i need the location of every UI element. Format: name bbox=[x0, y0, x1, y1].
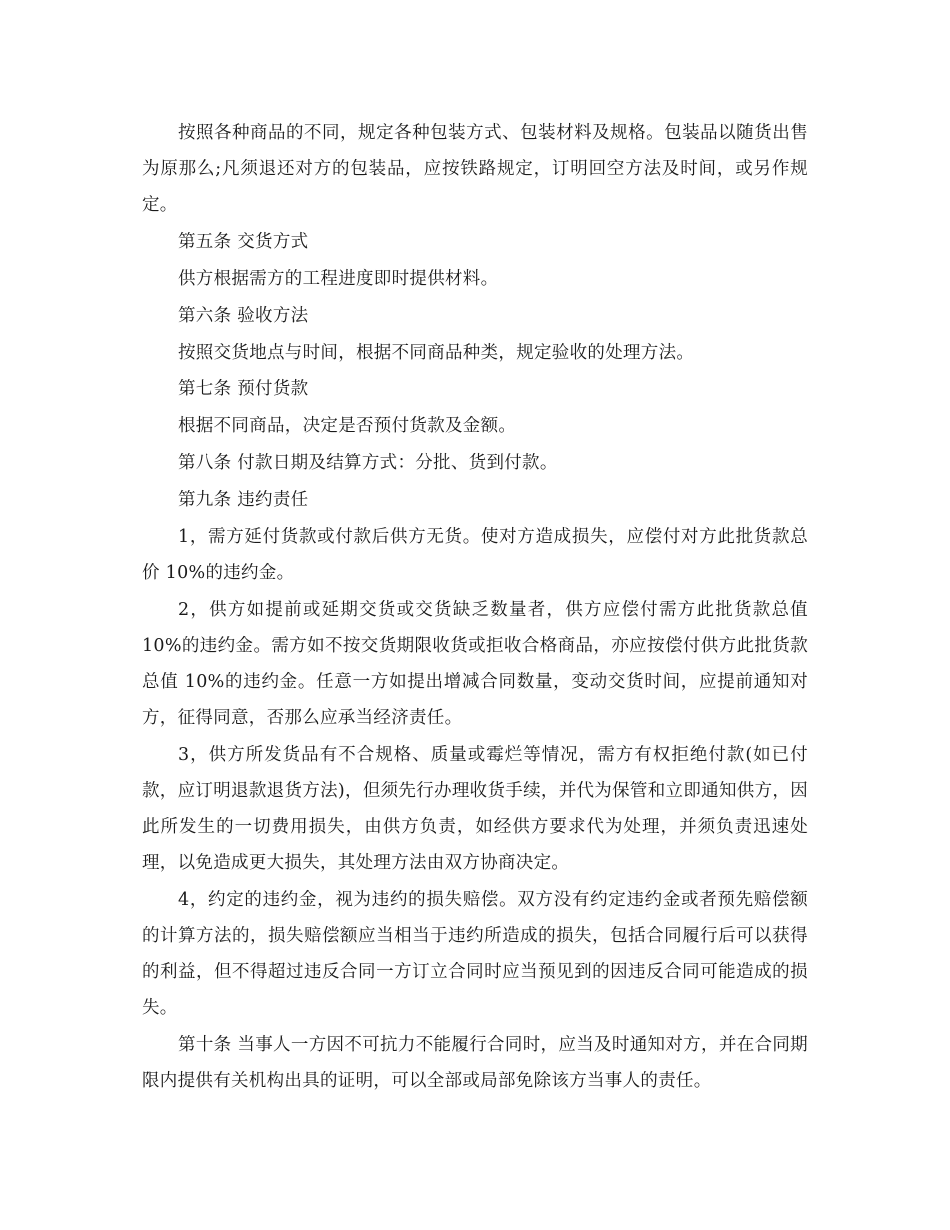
paragraph-article-10: 第十条 当事人一方因不可抗力不能履行合同时，应当及时通知对方，并在合同期限内提供有关机构出具的证明，可以全部或局部免除该方当事人的责任。 bbox=[142, 1034, 808, 1091]
paragraph-breach-2: 2，供方如提前或延期交货或交货缺乏数量者，供方应偿付需方此批货款总值 10%的违约金。需方如不按交货期限收货或拒收合格商品，亦应按偿付供方此批货款总值 10%的违约金。任意一方如提出增减合同数量，变动交货时间，应提前通知对方，征得同意，否那么应承当经济责任。 bbox=[142, 599, 808, 728]
paragraph-breach-1: 1，需方延付货款或付款后供方无货。使对方造成损失，应偿付对方此批货款总价 10%的违约金。 bbox=[142, 527, 808, 584]
paragraph-packaging: 按照各种商品的不同，规定各种包装方式、包装材料及规格。包装品以随货出售为原那么;凡须退还对方的包装品，应按铁路规定，订明回空方法及时间，或另作规定。 bbox=[142, 123, 808, 215]
paragraph-breach-3: 3，供方所发货品有不合规格、质量或霉烂等情况，需方有权拒绝付款(如已付款，应订明退款退货方法)，但须先行办理收货手续，并代为保管和立即通知供方，因此所发生的一切费用损失，由供方负责，如经供方要求代为处理，并须负责迅速处理，以免造成更大损失，其处理方法由双方协商决定。 bbox=[142, 744, 808, 873]
heading-article-6: 第六条 验收方法 bbox=[178, 305, 309, 326]
heading-article-7: 第七条 预付货款 bbox=[178, 379, 309, 400]
paragraph-prepayment: 根据不同商品，决定是否预付货款及金额。 bbox=[178, 416, 517, 437]
paragraph-breach-4: 4，约定的违约金，视为违约的损失赔偿。双方没有约定违约金或者预先赔偿额的计算方法的，损失赔偿额应当相当于违约所造成的损失，包括合同履行后可以获得的利益，但不得超过违反合同一方订立合同时应当预见到的因违反合同可能造成的损失。 bbox=[142, 889, 808, 1018]
paragraph-acceptance: 按照交货地点与时间，根据不同商品种类，规定验收的处理方法。 bbox=[178, 342, 695, 363]
paragraph-delivery: 供方根据需方的工程进度即时提供材料。 bbox=[178, 268, 499, 289]
heading-article-9: 第九条 违约责任 bbox=[178, 490, 309, 511]
document-page bbox=[142, 115, 808, 1099]
heading-article-8: 第八条 付款日期及结算方式：分批、货到付款。 bbox=[178, 453, 558, 474]
heading-article-5: 第五条 交货方式 bbox=[178, 231, 309, 252]
